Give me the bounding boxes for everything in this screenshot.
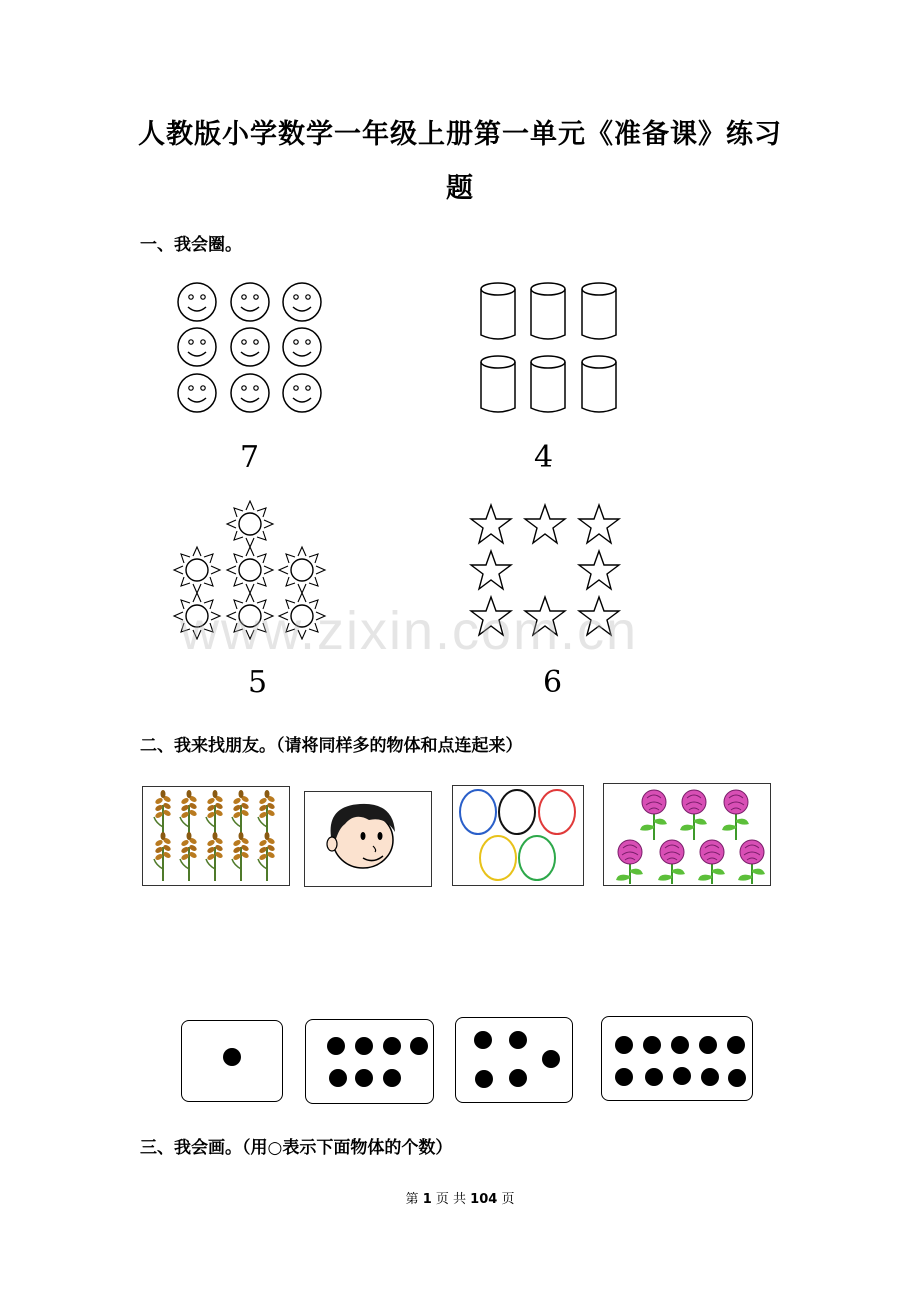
title-line-2: 题 — [446, 173, 474, 204]
dot-card-10[interactable] — [601, 1016, 753, 1101]
wheat-picture[interactable] — [142, 786, 290, 886]
wheat-icon — [143, 787, 288, 884]
flowers-icon — [604, 784, 769, 884]
dots-10 — [602, 1017, 751, 1099]
flowers-picture[interactable] — [603, 783, 771, 886]
olympic-rings-icon — [453, 786, 582, 884]
dot-card-7[interactable] — [305, 1019, 434, 1104]
dots-5 — [456, 1018, 571, 1101]
dots-1 — [182, 1021, 281, 1100]
boy-picture[interactable] — [304, 791, 432, 887]
page-footer — [0, 1188, 920, 1207]
footer-post: 页 — [501, 1192, 515, 1207]
dot-card-1[interactable] — [181, 1020, 283, 1102]
star-number: 6 — [543, 665, 563, 700]
dot-card-5[interactable] — [455, 1017, 573, 1103]
rings-picture[interactable] — [452, 785, 584, 886]
smiley-group[interactable] — [172, 280, 328, 416]
dots-7 — [306, 1020, 432, 1102]
cup-number: 4 — [534, 440, 554, 475]
cup-group[interactable] — [476, 278, 622, 418]
boy-face-icon — [305, 792, 430, 885]
section-3-heading: 三、我会画。（用○表示下面物体的个数） — [140, 1138, 453, 1158]
sun-number: 5 — [248, 665, 268, 700]
section-1-heading: 一、我会圈。 — [140, 235, 242, 255]
cups-illustration — [476, 278, 622, 418]
watermark: www.zixin.com.cn — [180, 601, 639, 661]
footer-mid: 页 共 — [435, 1192, 467, 1207]
footer-page: 1 — [422, 1192, 432, 1207]
section-2-heading: 二、我来找朋友。（请将同样多的物体和点连起来） — [140, 736, 523, 756]
smiley-number: 7 — [240, 440, 260, 475]
title-line-1: 人教版小学数学一年级上册第一单元《准备课》练习 — [138, 119, 782, 150]
footer-total: 104 — [470, 1192, 498, 1207]
footer-pre: 第 — [405, 1192, 419, 1207]
smiley-faces-illustration — [172, 280, 328, 416]
page-title — [120, 108, 800, 216]
